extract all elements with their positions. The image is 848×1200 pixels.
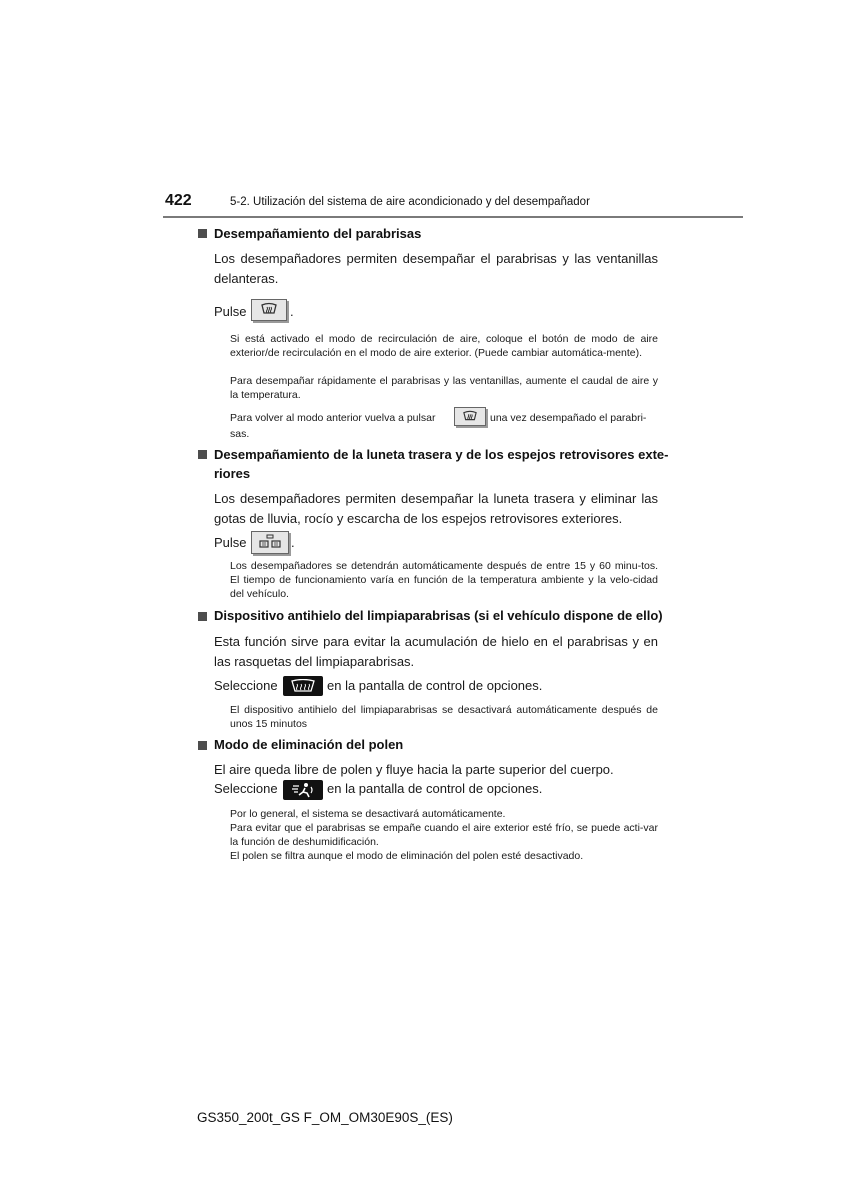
rear-window-mirror-defog-icon bbox=[251, 531, 289, 554]
action-prefix: Pulse bbox=[214, 535, 247, 550]
note-recirculation: Si está activado el modo de recirculación de aire, coloque el botón de modo de aire exterior/de recirculación en el modo de aire exterior. (Puede cambiar automática-mente). bbox=[230, 333, 658, 359]
section-heading-rear: Desempañamiento de la luneta trasera y de los espejos retrovisores exte- bbox=[214, 447, 669, 462]
note-deicer-off: El dispositivo antihielo del limpiaparabrisas se desactivará automáticamente después de unos 15 minutos bbox=[230, 704, 658, 730]
section-body-wiper: Esta función sirve para evitar la acumulación de hielo en el parabrisas y en las rasquetas del limpiaparabrisas. bbox=[214, 634, 658, 669]
note-dehumidify: Para evitar que el parabrisas se empañe cuando el aire exterior esté frío, se puede acti-var la función de deshumidificación. bbox=[230, 822, 658, 848]
action-prefix: Seleccione bbox=[214, 781, 278, 796]
section-bullet bbox=[198, 612, 207, 621]
action-suffix: en la pantalla de control de opciones. bbox=[327, 781, 543, 796]
action-prefix: Seleccione bbox=[214, 678, 278, 693]
page-number: 422 bbox=[165, 192, 192, 209]
header-rule bbox=[163, 216, 743, 218]
chapter-title: 5-2. Utilización del sistema de aire acondicionado y del desempañador bbox=[230, 196, 590, 208]
note-auto-stop: Los desempañadores se detendrán automáticamente después de entre 15 y 60 minu-tos. El tiempo de funcionamiento varía en función de la temperatura ambiente y la velo-cidad del vehículo. bbox=[230, 560, 658, 600]
section-bullet bbox=[198, 741, 207, 750]
section-heading-rear-cont: riores bbox=[214, 466, 251, 481]
note-return-suffix: una vez desempañado el parabri- bbox=[490, 412, 647, 424]
note-return-cont: sas. bbox=[230, 428, 250, 440]
section-body-rear: Los desempañadores permiten desempañar la luneta trasera y eliminar las gotas de lluvia, rocío y escarcha de los espejos retrovisores exteriores. bbox=[214, 491, 658, 526]
windshield-defog-icon bbox=[454, 407, 486, 426]
windshield-defog-icon bbox=[251, 299, 287, 321]
section-body-pollen: El aire queda libre de polen y fluye hacia la parte superior del cuerpo. bbox=[214, 762, 614, 777]
section-heading-pollen: Modo de eliminación del polen bbox=[214, 737, 404, 752]
action-suffix: en la pantalla de control de opciones. bbox=[327, 678, 543, 693]
section-heading-windshield: Desempañamiento del parabrisas bbox=[214, 226, 422, 241]
note-quick-defog: Para desempañar rápidamente el parabrisas y las ventanillas, aumente el caudal de aire y la temperatura. bbox=[230, 375, 658, 401]
pollen-removal-icon bbox=[283, 780, 323, 800]
note-pollen-auto-off: Por lo general, el sistema se desactivará automáticamente. bbox=[230, 808, 506, 820]
wiper-deicer-icon bbox=[283, 676, 323, 696]
section-heading-wiper: Dispositivo antihielo del limpiaparabrisas (si el vehículo dispone de ello) bbox=[214, 608, 663, 623]
action-suffix: . bbox=[290, 304, 294, 319]
note-pollen-filter: El polen se filtra aunque el modo de eliminación del polen esté desactivado. bbox=[230, 850, 584, 862]
action-prefix: Pulse bbox=[214, 304, 247, 319]
note-return-prefix: Para volver al modo anterior vuelva a pulsar bbox=[230, 412, 436, 424]
document-code: GS350_200t_GS F_OM_OM30E90S_(ES) bbox=[197, 1110, 453, 1125]
action-suffix: . bbox=[291, 535, 295, 550]
section-bullet bbox=[198, 229, 207, 238]
section-body-windshield: Los desempañadores permiten desempañar el parabrisas y las ventanillas delanteras. bbox=[214, 251, 658, 286]
section-bullet bbox=[198, 450, 207, 459]
